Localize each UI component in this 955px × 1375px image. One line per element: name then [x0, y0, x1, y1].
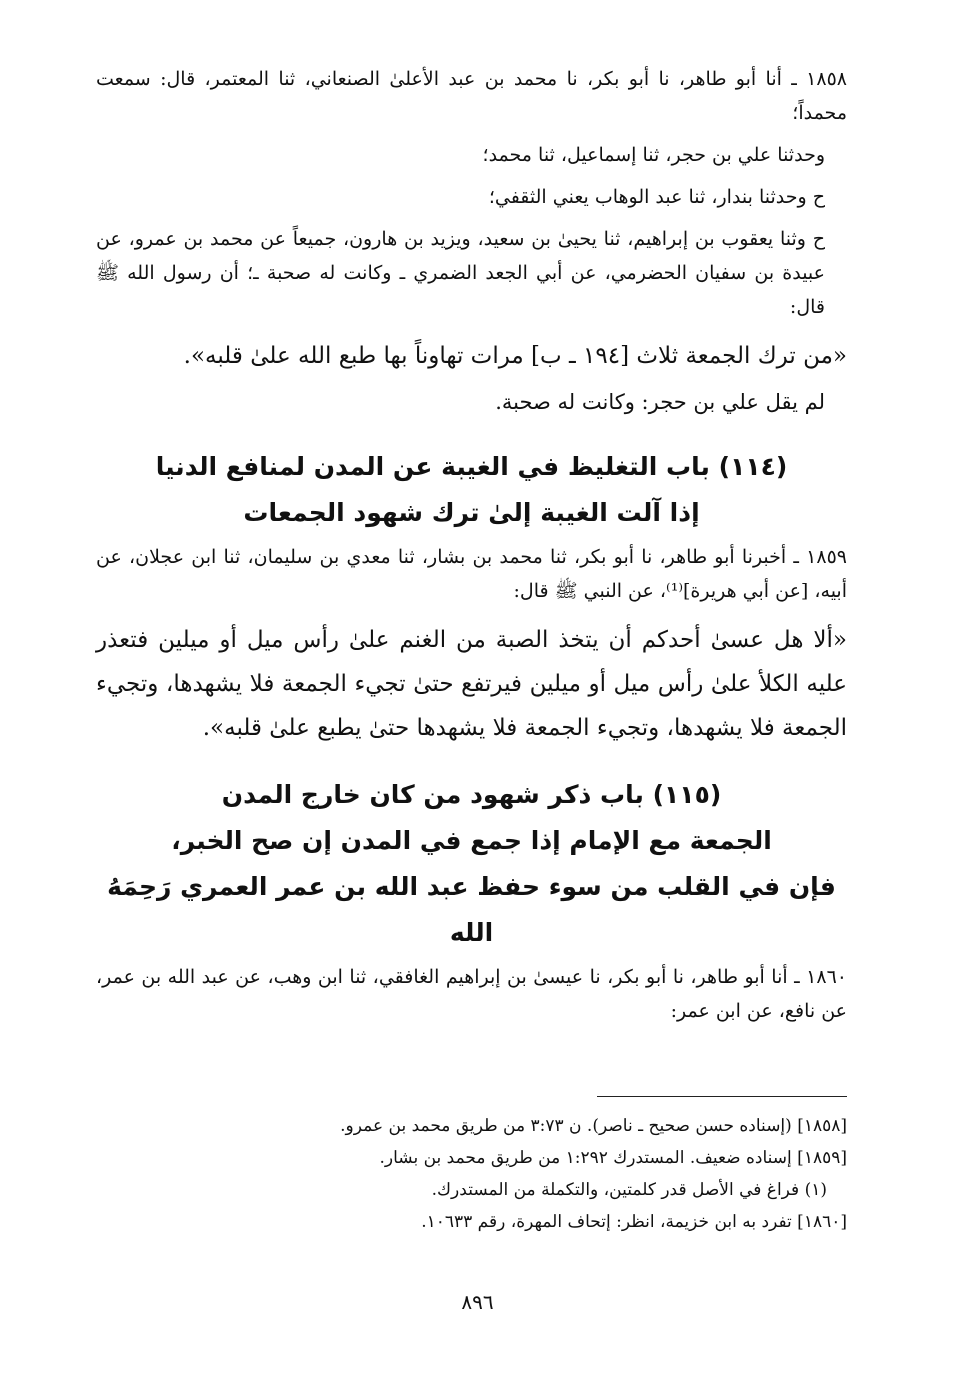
chapter-115-line-3: فإن في القلب من سوء حفظ عبد الله بن عمر العمري رَحِمَهُ الله [107, 872, 836, 947]
hadith-1860 [96, 960, 847, 1028]
footnote-1860: [١٨٦٠] تفرد به ابن خزيمة، انظر: إتحاف المهرة، رقم ١٠٦٣٣. [421, 1212, 847, 1232]
chapter-114-line-2: إذا آلت الغيبة إلىٰ ترك شهود الجمعات [243, 498, 700, 527]
hadith-1858-chain-2: ح وحدثنا بندار، ثنا عبد الوهاب يعني الثقفي؛ [488, 186, 825, 208]
footnotes [100, 1110, 847, 1238]
hadith-1859-matn: «ألا هل عسىٰ أحدكم أن يتخذ الصبة من الغنم علىٰ رأس ميل أو ميلين فتعذر عليه الكلأ علىٰ رأس ميل أو ميلين فيرتفع حتىٰ تجيء الجمعة فلا يشهدها، وتجيء الجمعة فلا يشهدها، وتجيء الجمعة فلا يشهدها حتىٰ يطبع علىٰ قلبه». [96, 627, 847, 741]
hadith-1858-matn: «من ترك الجمعة ثلاث [١٩٤ ـ ب] مرات تهاوناً بها طبع الله علىٰ قلبه». [183, 343, 847, 369]
chapter-115-line-2: الجمعة مع الإمام إذا جمع في المدن إن صح الخبر، [171, 826, 772, 855]
chapter-115-heading [96, 772, 847, 956]
hadith-1858-chain-1: وحدثنا علي بن حجر، ثنا إسماعيل، ثنا محمد؛ [482, 144, 825, 166]
footnote-1: (١) فراغ في الأصل قدر كلمتين، والتكملة من المستدرك. [431, 1180, 827, 1200]
page-number: ٨٩٦ [461, 1290, 494, 1314]
footnote-1859: [١٨٥٩] إسناده ضعيف. المستدرك ١:٢٩٢ من طريق محمد بن بشار. [379, 1148, 847, 1168]
hadith-1859-isnad: ١٨٥٩ ـ أخبرنا أبو طاهر، نا أبو بكر، ثنا محمد بن بشار، ثنا معدي بن سليمان، ثنا ابن عجلان، عن أبيه، [عن أبي هريرة]⁽¹⁾، عن النبي ﷺ قال: [96, 546, 847, 602]
hadith-1860-isnad: ١٨٦٠ ـ أنا أبو طاهر، نا أبو بكر، نا عيسىٰ بن إبراهيم الغافقي، ثنا ابن وهب، عن عبد الله بن عمر، عن نافع، عن ابن عمر: [96, 966, 847, 1022]
hadith-1858 [96, 62, 847, 422]
hadith-1858-isnad: ١٨٥٨ ـ أنا أبو طاهر، نا أبو بكر، نا محمد بن عبد الأعلىٰ الصنعاني، ثنا المعتمر، قال: سمعت محمداً؛ [96, 68, 847, 124]
footnote-1858: [١٨٥٨] (إسناده حسن صحيح ـ ناصر). ن ٣:٧٣ من طريق محمد بن عمرو. [340, 1116, 847, 1136]
chapter-114-heading [96, 444, 847, 536]
chapter-114-line-1: (١١٤) باب التغليظ في الغيبة عن المدن لمنافع الدنيا [155, 452, 788, 481]
hadith-1858-chain-3: ح وثنا يعقوب بن إبراهيم، ثنا يحيىٰ بن سعيد، ويزيد بن هارون، جميعاً عن محمد بن عمرو، عن عبيدة بن سفيان الحضرمي، عن أبي الجعد الضمري ـ وكانت له صحبة ـ؛ أن رسول الله ﷺ قال: [96, 228, 825, 318]
footnote-separator [597, 1096, 847, 1097]
hadith-1859 [96, 540, 847, 750]
hadith-1858-note: لم يقل علي بن حجر: وكانت له صحبة. [495, 390, 825, 414]
chapter-115-line-1: (١١٥) باب ذكر شهود من كان خارج المدن [221, 780, 722, 809]
